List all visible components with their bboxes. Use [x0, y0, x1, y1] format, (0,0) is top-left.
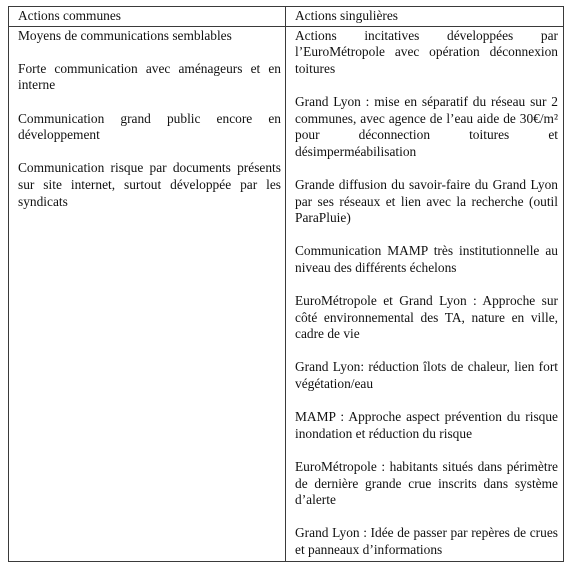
commune-item: Communication risque par documents présents sur site internet, surtout développée par les syndicats	[18, 160, 281, 209]
commune-item: Moyens de communications semblables	[18, 27, 232, 43]
communes-cell	[9, 26, 286, 561]
header-actions-communes: Actions communes	[9, 7, 286, 27]
singuliere-item: Actions incitatives développées par l’EuroMétropole avec opération déconnexion toitures	[295, 27, 558, 76]
singuliere-item: EuroMétropole et Grand Lyon : Approche sur côté environnemental des TA, nature en ville, cadre de vie	[295, 293, 558, 342]
actions-table	[8, 6, 564, 562]
singuliere-item: Grand Lyon: réduction îlots de chaleur, lien fort végétation/eau	[295, 359, 558, 392]
singuliere-item: Grand Lyon : Idée de passer par repères de crues et panneaux d’informations	[295, 525, 558, 557]
singuliere-item: MAMP : Approche aspect prévention du risque inondation et réduction du risque	[295, 409, 558, 441]
singuliere-item: Communication MAMP très institutionnelle au niveau des différents échelons	[295, 243, 558, 275]
commune-item: Forte communication avec aménageurs et en interne	[18, 60, 281, 93]
commune-item: Communication grand public encore en développement	[18, 110, 281, 143]
singuliere-item: Grande diffusion du savoir-faire du Grand Lyon par ses réseaux et lien avec la recherche (outil ParaPluie)	[295, 176, 558, 226]
header-actions-singulieres: Actions singulières	[286, 7, 564, 27]
singuliere-item: Grand Lyon : mise en séparatif du réseau sur 2 communes, avec agence de l’eau aide de 30€/m² pour déconnection toitures et désimperméabilisation	[295, 93, 558, 159]
table-header-row	[9, 7, 564, 27]
table-body-row	[9, 26, 564, 561]
singulieres-cell	[286, 26, 564, 561]
singuliere-item: EuroMétropole : habitants situés dans périmètre de dernière grande crue inscrits dans système d’alerte	[295, 459, 558, 508]
